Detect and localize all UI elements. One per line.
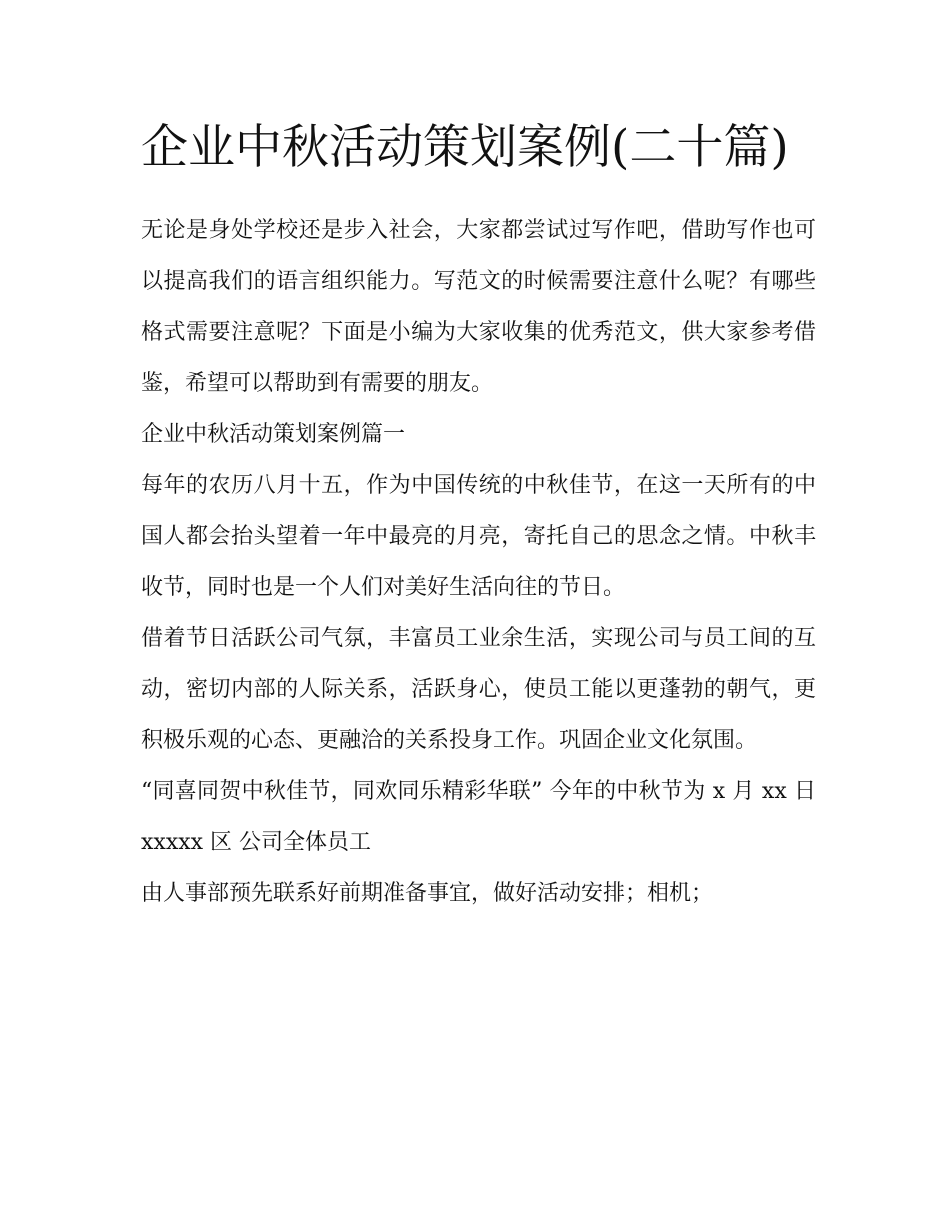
- paragraph-intro: 无论是身处学校还是步入社会，大家都尝试过写作吧，借助写作也可以提高我们的语言组织能力。写范文的时候需要注意什么呢？有哪些格式需要注意呢？下面是小编为大家收集的优秀范文，供大家参考借鉴，希望可以帮助到有需要的朋友。: [141, 218, 816, 396]
- document-title: 企业中秋活动策划案例(二十篇): [141, 120, 789, 175]
- section-heading: 企业中秋活动策划案例篇一: [141, 422, 406, 447]
- document-body: [141, 110, 816, 919]
- paragraph-purpose: 借着节日活跃公司气氛，丰富员工业余生活，实现公司与员工间的互动，密切内部的人际关系，活跃身心，使员工能以更蓬勃的朝气，更积极乐观的心态、更融洽的关系投身工作。巩固企业文化氛围。: [141, 626, 816, 753]
- paragraph-preparation: 由人事部预先联系好前期准备事宜，做好活动安排；相机；: [141, 881, 714, 906]
- paragraph-theme-time: “同喜同贺中秋佳节，同欢同乐精彩华联” 今年的中秋节为 x 月 xx 日 xxxxx 区 公司全体员工: [141, 779, 816, 855]
- paragraph-background: 每年的农历八月十五，作为中国传统的中秋佳节，在这一天所有的中国人都会抬头望着一年中最亮的月亮，寄托自己的思念之情。中秋丰收节，同时也是一个人们对美好生活向往的节日。: [141, 473, 816, 600]
